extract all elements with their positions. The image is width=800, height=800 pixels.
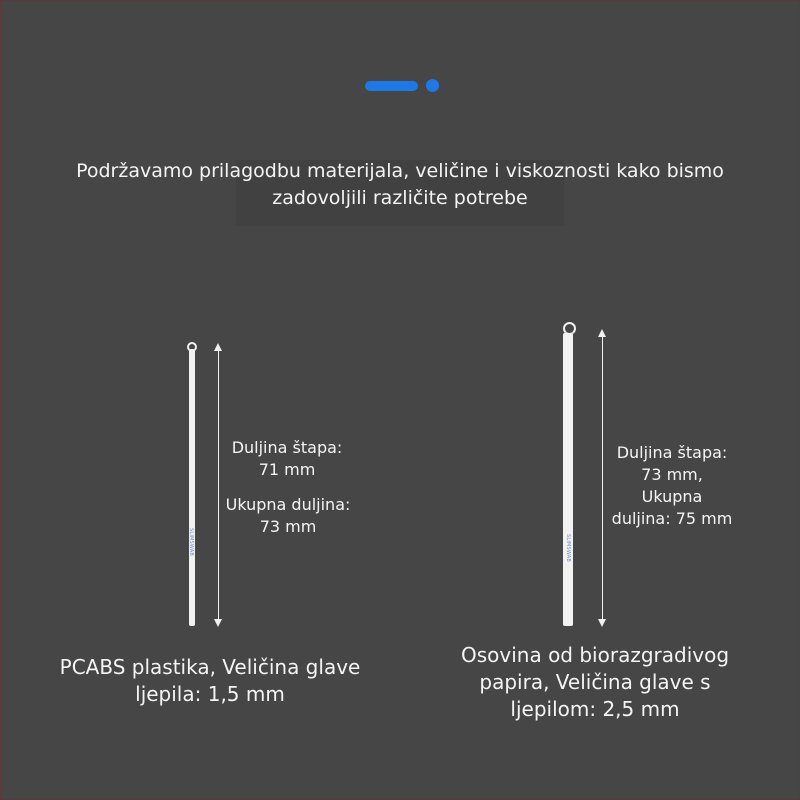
right-caption-line3: ljepilom: 2,5 mm — [510, 697, 680, 721]
right-arrow-down-icon — [598, 619, 606, 627]
right-product-caption — [410, 642, 780, 723]
left-stick-print: SLIMSWAB — [188, 528, 194, 557]
carousel-indicator[interactable] — [365, 79, 440, 93]
right-dimension-line — [602, 336, 603, 620]
left-caption-line2: ljepila: 1,5 mm — [135, 682, 285, 706]
left-caption-line1: PCABS plastika, Veličina glave — [59, 655, 361, 679]
page-headline: Podržavamo prilagodbu materijala, veličine i viskoznosti kako bismo zadovoljili različite potrebe — [76, 160, 724, 209]
right-swab-stick — [563, 333, 573, 626]
right-dimension-line2: 73 mm, — [641, 465, 703, 484]
left-dimension-line — [218, 350, 219, 620]
left-total-length-text: Ukupna duljina: 73 mm — [225, 495, 351, 536]
left-swab-stick — [189, 349, 195, 626]
right-dimension-line4: duljina: 75 mm — [611, 509, 733, 528]
dot-indicator-icon[interactable] — [426, 79, 439, 92]
right-caption-line2: papira, Veličina glave s — [479, 670, 711, 694]
left-stick-length-text: Duljina štapa: 71 mm — [231, 438, 343, 479]
right-stick-print: SLIMSWAB — [565, 534, 571, 563]
right-dimensions — [604, 442, 740, 530]
left-stick-length — [222, 437, 352, 481]
left-arrow-down-icon — [214, 619, 222, 627]
right-dimension-line3: Ukupna — [641, 487, 703, 506]
right-dimension-line1: Duljina štapa: — [616, 443, 728, 462]
left-total-length — [222, 494, 354, 538]
pill-indicator-icon[interactable] — [365, 81, 418, 91]
right-caption-line1: Osovina od biorazgradivog — [460, 643, 730, 667]
left-product-caption — [20, 654, 400, 708]
